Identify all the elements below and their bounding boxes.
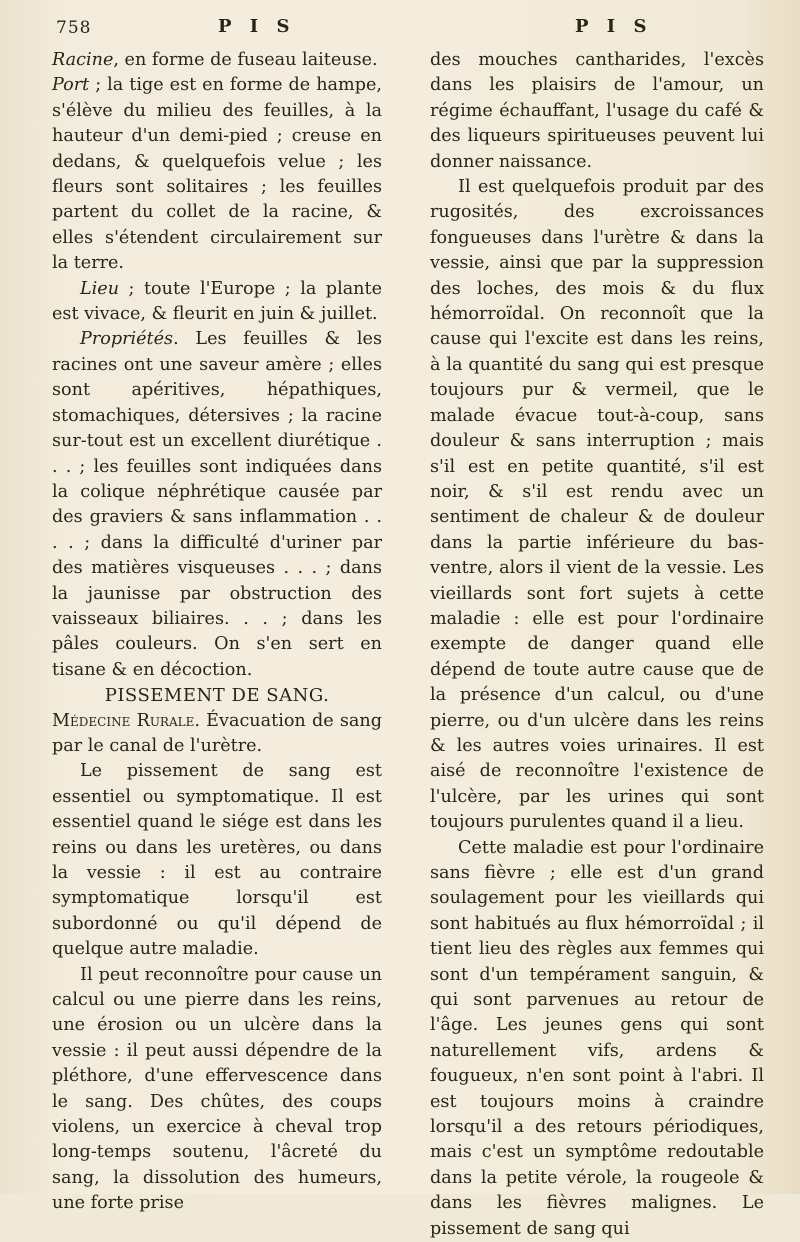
section-heading: PISSEMENT DE SANG. [104, 685, 330, 707]
paragraph-essentiel: Le pissement de sang est essentiel ou symptomatique. Il est essentiel quand le siége est dans les reins ou dans les uretères, ou dans la vessie : il est au contraire symptomatique lorsqu'il est subordonné ou qu'il dépend de quelque autre maladie. [52, 761, 382, 960]
paragraph-continuation: des mouches cantharides, l'excès dans les plaisirs de l'amour, un régime échauffant, l'usage du café & des liqueurs spiritueuses peuvent lui donner naissance. [430, 50, 764, 172]
paragraph-causes: Il peut reconnoître pour cause un calcul ou une pierre dans les reins, une érosion ou un ulcère dans la vessie : il peut aussi dépendre de la pléthore, d'une effervescence dans le sang. Des chûtes, des coups violens, un exercice à cheval trop long-temps soutenu, l'âcreté du sang, la dissolution des humeurs, une forte prise [52, 964, 382, 1214]
label-lieu: Lieu [80, 278, 120, 299]
text-proprietes: . Les feuilles & les racines ont une saveur amère ; elles sont apéritives, hépathiques, stomachiques, détersives ; la racine sur-tout est un excellent diurétique . . . ; les feuilles sont indiquées dans la colique néphrétique causée par des graviers & sans inflammation . . . . ; dans la difficulté d'uriner par des matières visqueuses . . . ; dans la jaunisse par obstruction des vaisseaux biliaires. . . ; dans les pâles couleurs. On s'en sert en tisane & en décoction. [52, 329, 382, 680]
paragraph-pronostic: Cette maladie est pour l'ordinaire sans fièvre ; elle est d'un grand soulagement pour les vieillards qui sont habitués au flux hémorroïdal ; il tient lieu des règles aux femmes qui sont d'un tempérament sanguin, & qui sont parvenues au retour de l'âge. Les jeunes gens qui sont naturellement vifs, ardens & fougueux, n'en sont point à l'abri. Il est toujours moins à craindre lorsqu'il a des retours périodiques, mais c'est un symptôme redoutable dans la petite vérole, la rougeole & dans les fièvres malignes. Le pissement de sang qui [430, 837, 764, 1239]
label-racine: Racine [52, 50, 114, 70]
label-port: Port [52, 75, 90, 96]
paragraph-diagnostic: Il est quelquefois produit par des rugosités, des excroissances fongueuses dans l'urètre & dans la vessie, ainsi que par la suppression des loches, des mois & du flux hémorroïdal. On reconnoît que la cause qui l'excite est dans les reins, à la quantité du sang qui est presque toujours pur & vermeil, que le malade évacue tout-à-coup, sans douleur & sans interruption ; mais s'il est en petite quantité, s'il est noir, & s'il est rendu avec un sentiment de chaleur & de douleur dans la partie inférieure du bas-ventre, alors il vient de la vessie. Les vieillards sont fort sujets à cette maladie : elle est pour l'ordinaire exempte de danger quand elle dépend de toute autre cause que de la présence d'un calcul, ou d'une pierre, ou d'un ulcère dans les reins & les autres voies urinaires. Il est aisé de reconnoître l'existence de l'ulcère, par les urines qui sont toujours purulentes quand il a lieu. [430, 177, 764, 833]
text-lieu: ; toute l'Europe ; la plante est vivace, & fleurit en juin & juillet. [52, 278, 382, 325]
text-racine: , en forme de fuseau laiteuse. [113, 50, 378, 70]
section-label: Médecine Rurale. [52, 710, 200, 731]
paragraph-racine [52, 48, 382, 73]
text-port: ; la tige est en forme de hampe, s'élève du milieu des feuilles, à la hauteur d'un demi-pied ; creuse en dedans, & quelquefois velue ; les fleurs sont solitaires ; les feuilles partent du collet de la racine, & elles s'étendent circulairement sur la terre. [52, 75, 382, 274]
running-header-left: P I S [218, 16, 296, 37]
left-column [52, 48, 382, 1217]
right-column [430, 48, 764, 1242]
paragraph-port [52, 73, 382, 276]
section-intro: Évacuation de sang par le canal de l'urètre. [52, 710, 382, 756]
paragraph-proprietes [52, 327, 382, 683]
page-number: 758 [56, 18, 92, 38]
paragraph-section-intro [52, 709, 382, 760]
label-proprietes: Propriétés [80, 329, 174, 350]
paragraph-lieu [52, 277, 382, 328]
running-header-right: P I S [575, 16, 653, 37]
